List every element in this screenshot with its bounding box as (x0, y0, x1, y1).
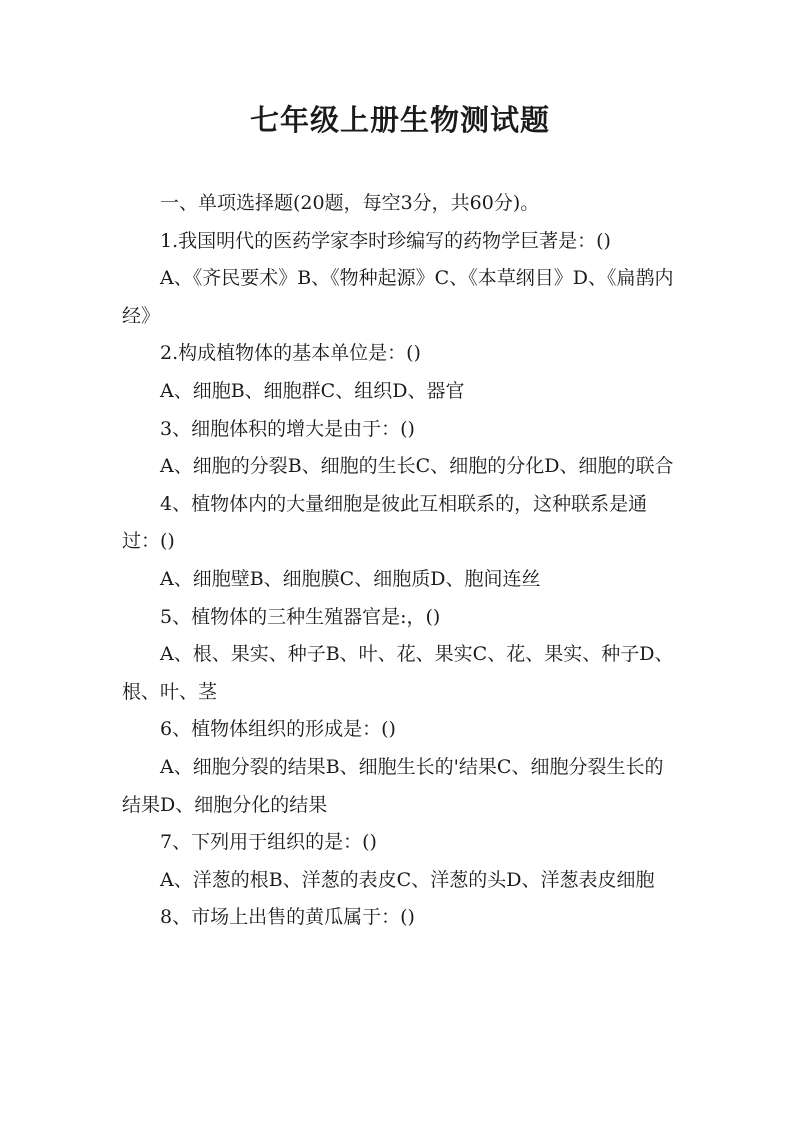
question-5-options: A、根、果实、种子B、叶、花、果实C、花、果实、种子D、根、叶、茎 (122, 643, 674, 703)
question-3-options: A、细胞的分裂B、细胞的生长C、细胞的分化D、细胞的联合 (160, 455, 674, 478)
question-1: 1.我国明代的医药学家李时珍编写的药物学巨著是：() (160, 229, 611, 252)
question-1-options: A、《齐民要术》B、《物种起源》C、《本草纲目》D、《扁鹊内经》 (122, 267, 674, 327)
question-2-options: A、细胞B、细胞群C、组织D、器官 (160, 379, 465, 402)
question-5: 5、植物体的三种生殖器官是:，() (160, 605, 441, 628)
section-heading: 一、单项选择题(20题，每空3分，共60分)。 (160, 192, 540, 214)
question-4-options: A、细胞壁B、细胞膜C、细胞质D、胞间连丝 (160, 567, 541, 590)
question-6-options: A、细胞分裂的结果B、细胞生长的'结果C、细胞分裂生长的结果D、细胞分化的结果 (122, 755, 664, 816)
question-8: 8、市场上出售的黄瓜属于：() (160, 906, 415, 929)
question-6: 6、植物体组织的形成是：() (160, 718, 396, 741)
document-body (122, 185, 682, 937)
document-title: 七年级上册生物测试题 (249, 103, 550, 137)
question-7: 7、下列用于组织的是：() (160, 831, 377, 854)
question-7-options: A、洋葱的根B、洋葱的表皮C、洋葱的头D、洋葱表皮细胞 (160, 868, 655, 891)
question-3: 3、细胞体积的增大是由于：() (160, 417, 415, 440)
question-2: 2.构成植物体的基本单位是：() (160, 342, 421, 365)
question-4: 4、植物体内的大量细胞是彼此互相联系的，这种联系是通过：() (122, 492, 648, 553)
